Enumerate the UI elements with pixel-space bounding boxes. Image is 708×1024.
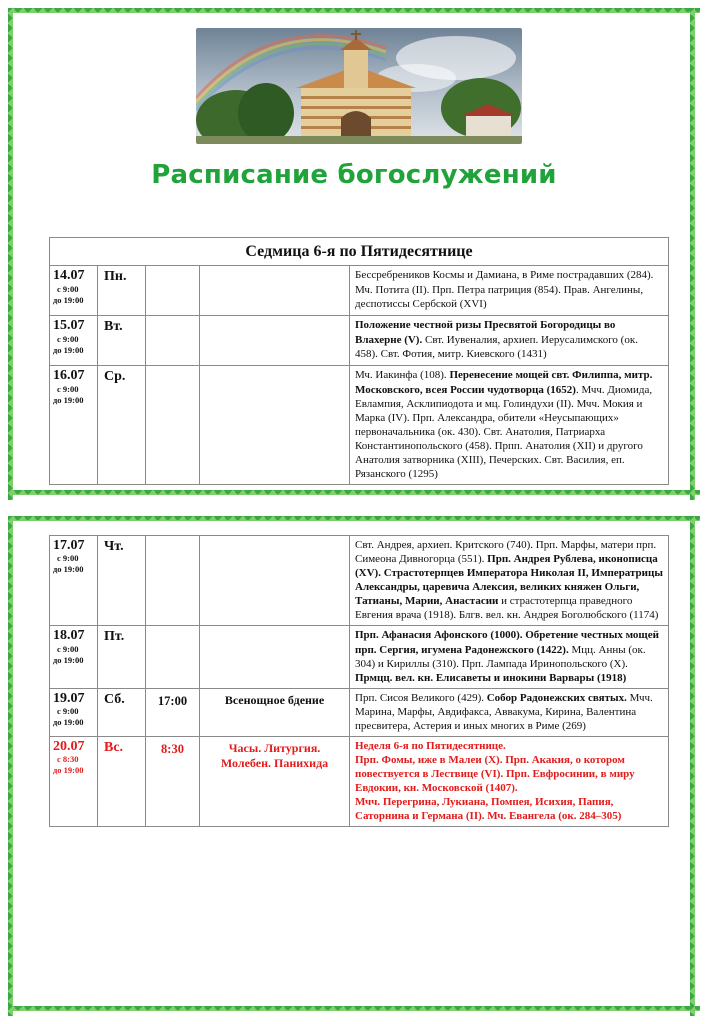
weekday-cell: Пт. [98, 626, 146, 688]
saints-cell: Бессребреников Космы и Дамиана, в Риме пострадавших (284). Мч. Потита (II). Прп. Петра патриция (854). Прав. Ангелины, деспотиссы Сербской (XVI) [350, 266, 669, 316]
week-title: Седмица 6-я по Пятидесятнице [50, 238, 669, 266]
time-cell: 17:00 [146, 688, 200, 736]
schedule-row-1507 [50, 316, 669, 366]
saints-cell: Прп. Сисоя Великого (429). Собор Радонежских святых. Мчч. Марина, Марфы, Авдифакса, Аввакума, Кирина, Валентина пресвитера, Астерия и иных многих в Риме (269) [350, 688, 669, 736]
time-cell [146, 626, 200, 688]
saints-cell: Положение честной ризы Пресвятой Богородицы во Влахерне (V). Свт. Иувеналия, архиеп. Иерусалимского (ок. 458). Свт. Фотия, митр. Киевского (1431) [350, 316, 669, 366]
page-border-right [690, 8, 700, 500]
weekday-cell: Сб. [98, 688, 146, 736]
weekday-cell: Пн. [98, 266, 146, 316]
page-border-top [8, 516, 700, 526]
service-cell: Часы. Литургия. Молебен. Панихида [200, 737, 350, 827]
service-cell [200, 626, 350, 688]
schedule-page-2 [8, 516, 700, 1016]
weekday-cell: Вт. [98, 316, 146, 366]
service-cell [200, 316, 350, 366]
schedule-table-continued [49, 535, 669, 827]
weekday-cell: Чт. [98, 536, 146, 626]
schedule-row-1607 [50, 366, 669, 485]
saints-cell: Прп. Афанасия Афонского (1000). Обретение честных мощей прп. Сергия, игумена Радонежского (1422). Мцц. Анны (ок. 304) и Кириллы (310). Прп. Лампада Иринопольского (X). Прмцц. вел. кн. Елисаветы и инокини Варвары (1918) [350, 626, 669, 688]
service-cell [200, 536, 350, 626]
date-cell: 18.07 с 9:00 до 19:00 [50, 626, 98, 688]
saints-cell: Мч. Иакинфа (108). Перенесение мощей свт. Филиппа, митр. Московского, всея России чудотворца (1652). Мчч. Диомида, Евлампия, Асклипиодота и мц. Голиндухи (II). Мчч. Мокия и Марка (IV). Прп. Александра, обители «Неусыпающих» первоначальника (ок. 430). Свт. Анатолия, Патриарха Константинопольского (458). Прпп. Анатолия (XII) и другого Анатолия затворника (XIII), Печерских. Свт. Василия, еп. Рязанского (1295) [350, 366, 669, 485]
page-border-left [8, 516, 18, 1016]
page-border-left [8, 8, 18, 500]
schedule-page-1 [8, 8, 700, 500]
saints-cell: Свт. Андрея, архиеп. Критского (740). Прп. Марфы, матери прп. Симеона Дивногорца (551). Прп. Андрея Рублева, иконописца (XV). Страстотерпцев Императора Николая II, Императрицы Александры, царевича Алексия, великих княжен Ольги, Татианы, Марии, Анастасии и страстотерпца праведного Евгения врача (1918). Блгв. вел. кн. Андрея Боголюбского (1174) [350, 536, 669, 626]
service-cell: Всенощное бдение [200, 688, 350, 736]
schedule-row-1707 [50, 536, 669, 626]
date-cell: 16.07 с 9:00 до 19:00 [50, 366, 98, 485]
saints-cell: Неделя 6-я по Пятидесятнице. Прп. Фомы, иже в Малеи (X). Прп. Акакия, о котором повествуется в Лествице (VI). Прп. Евфросинии, в миру Евдокии, кн. Московской (1407). Мчч. Перегрина, Лукиана, Помпея, Исихия, Папия, Саторнина и Германа (II). Мч. Евангела (ок. 284–305) [350, 737, 669, 827]
service-cell [200, 366, 350, 485]
time-cell [146, 536, 200, 626]
time-cell [146, 366, 200, 485]
schedule-row-1807 [50, 626, 669, 688]
service-cell [200, 266, 350, 316]
time-cell [146, 266, 200, 316]
schedule-table-week [49, 237, 669, 485]
date-cell: 14.07 с 9:00 до 19:00 [50, 266, 98, 316]
date-cell: 17.07 с 9:00 до 19:00 [50, 536, 98, 626]
date-cell: 19.07 с 9:00 до 19:00 [50, 688, 98, 736]
page-border-bottom [8, 1006, 700, 1016]
date-cell: 20.07 с 8:30 до 19:00 [50, 737, 98, 827]
page-border-right [690, 516, 700, 1016]
schedule-row-1407 [50, 266, 669, 316]
date-cell: 15.07 с 9:00 до 19:00 [50, 316, 98, 366]
weekday-cell: Ср. [98, 366, 146, 485]
time-cell: 8:30 [146, 737, 200, 827]
weekday-cell: Вс. [98, 737, 146, 827]
church-photo [196, 28, 522, 144]
schedule-row-2007-sunday [50, 737, 669, 827]
page-border-top [8, 8, 700, 18]
time-cell [146, 316, 200, 366]
page-title: Расписание богослужений [151, 160, 557, 190]
schedule-row-1907 [50, 688, 669, 736]
page-border-bottom [8, 490, 700, 500]
